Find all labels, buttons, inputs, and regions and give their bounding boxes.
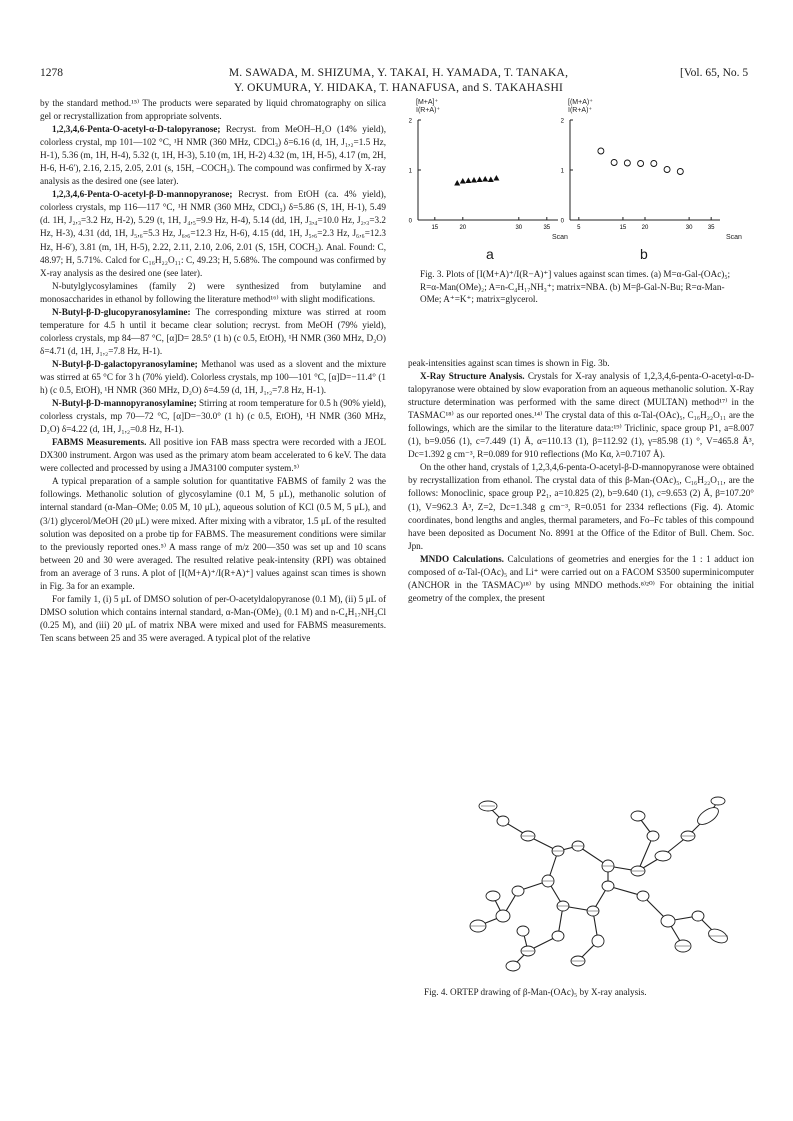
data-point xyxy=(611,160,617,166)
plot-a xyxy=(409,119,558,232)
x-tick-label: 5 xyxy=(577,225,581,231)
data-point xyxy=(477,177,483,183)
bond xyxy=(528,836,663,871)
paragraph xyxy=(40,397,386,436)
paragraph-heading: FABMS Measurements. xyxy=(52,437,147,448)
fig4-caption: Fig. 4. ORTEP drawing of β-Man-(OAc)₅ by X-ray analysis. xyxy=(424,987,647,997)
running-head-authors xyxy=(226,66,571,96)
paragraph xyxy=(40,188,386,279)
paragraph xyxy=(40,358,386,397)
panel-a-letter: a xyxy=(486,246,494,262)
paragraph xyxy=(40,593,386,645)
figure-4 xyxy=(408,776,754,1026)
x-title-a: Scan xyxy=(552,234,568,241)
paragraph-text: On the other hand, crystals of 1,2,3,4,6-penta-O-acetyl-β-D-mannopyranose were obtained by recrystallization from ethanol. The crystal data of this β-Man-(OAc)₅, C₁₆H₂₂O₁₁, are the follows: Monoclinic, space group P2₁, a=10.825 (2), b=9.640 (1), c=9.653 (2) Å, β=107.20° (1), V=962.3 Å³, Z=2, Dc=1.348 g cm⁻³, R=0.051 for 2334 reflections (Fig. 4). Atomic coordinates, bond lengths and angles, thermal parameters, and Fo–Fc tables of this compound have been deposited as Document No. 8991 at the Office of the Editor of Bull. Chem. Soc. Jpn. xyxy=(408,462,754,551)
paragraph-text: Recryst. from EtOH (ca. 4% yield), colorless crystals, mp 116—117 °C, ¹H NMR (360 MHz, CDCl₃) δ=5.86 (S, 1H, H-1), 5.49 (d. 1H, J₂,₃=3.2 Hz, H-2), 5.29 (t, 1H, J₄,₅=9.9 Hz, H-4), 5.14 (dd, 1H, J₃,₄=10.0 Hz, J₂,₃=3.2 Hz, H-3), 4.31 (dd, 1H, J₅,₆=5.3 Hz, J₆,₆=12.3 Hz, H-6), 4.15 (dd, 1H, J₅,₆=2.3 Hz, J₆,₆=12.3 Hz, H-6′), 3.81 (m, 1H, H-5), 2.22, 2.11, 2.10, 2.06, 2.01 (S, 15H, COCH₃). Anal. Found: C, 48.97; H, 5.71%. Calcd for C₁₆H₂₂O₁₁: C, 49.23; H, 5.68%. The compound was confirmed by X-ray analysis as the desired one (see later). xyxy=(40,189,386,278)
paragraph-heading: 1,2,3,4,6-Penta-O-acetyl-α-D-talopyranose; xyxy=(52,124,221,135)
data-point xyxy=(624,160,630,166)
data-point xyxy=(677,169,683,175)
atom xyxy=(592,935,604,947)
fig3-caption: Fig. 3. Plots of [I(M+A)⁺/I(R−A)⁺] values against scan times. (a) M=α-Gal-(OAc)₅; R=α-Man(OMe)₂; A=n-C₄H₁₇NH₃⁺; matrix=NBA. (b) M=β-Gal-N-Bu; R=α-Man-OMe; A⁺=K⁺; matrix=glycerol. xyxy=(420,269,731,304)
right-column xyxy=(408,357,754,605)
panel-a-ylabel-2: I(R+A)⁺ xyxy=(416,107,441,114)
paragraph-text: N-butylglycosylamines (family 2) were synthesized from butylamine and monosaccharides in ethanol by following the literature method¹⁶⁾ with slight modifications. xyxy=(40,280,386,304)
paragraph-heading: 1,2,3,4,6-Penta-O-acetyl-β-D-mannopyranose; xyxy=(52,189,233,200)
x-tick-label: 15 xyxy=(431,225,439,231)
data-point xyxy=(471,177,477,183)
y-tick-label: 1 xyxy=(408,168,412,175)
paragraph-text: Methanol was used as a slovent and the mixture was stirred at 65 °C for 3 h (70% yield). Colorless crystals, mp 100—101 °C, [α]D=−11.4° (1 h) (c 0.5, EtOH), ¹H NMR (360 MHz, D₂O) δ=4.59 (d, 1H, J₁,₂=7.8 Hz, H-1). xyxy=(40,358,386,396)
paragraph-heading: MNDO Calculations. xyxy=(420,553,504,564)
atom xyxy=(692,911,704,921)
figure-3 xyxy=(408,98,754,354)
y-tick-label: 0 xyxy=(560,218,564,225)
atom xyxy=(637,891,649,901)
data-point xyxy=(488,177,494,183)
paragraph xyxy=(408,553,754,605)
panel-b-ylabel-2: I(R+A)⁺ xyxy=(568,107,593,114)
paragraph-heading: N-Butyl-β-D-galactopyranosylamine; xyxy=(52,358,198,369)
atom xyxy=(512,886,524,896)
panel-b-ylabel-1: [(M+A)⁺ xyxy=(568,99,593,106)
authors-line-2: Y. OKUMURA, Y. HIDAKA, T. HANAFUSA, and S. TAKAHASHI xyxy=(233,82,564,94)
paragraph xyxy=(40,280,386,306)
x-tick-label: 35 xyxy=(707,225,715,231)
x-tick-label: 30 xyxy=(685,225,693,231)
atom xyxy=(661,915,675,927)
atom xyxy=(647,831,659,841)
paragraph xyxy=(40,475,386,592)
paragraph xyxy=(40,436,386,475)
atom xyxy=(496,910,510,922)
paragraph-text: Crystals for X-ray analysis of 1,2,3,4,6-penta-O-acetyl-α-D-talopyranose were obtained by slow evaporation from an aqueous methanolic solution. X-Ray structure determination was performed with the same direct (MULTAN) method¹⁷⁾ in the TASMAC¹⁸⁾ as our reported ones.¹⁴⁾ The crystal data of this α-Tal-(OAc)₅, C₁₆H₂₂O₁₁ are the followings, which are the similar to the literature data:¹⁹⁾ Triclinic, space group P1, a=8.007 (1), b=9.056 (1), c=7.449 (1) Å, α=110.13 (1), β=112.92 (1), γ=85.98 (1) °, V=465.8 Å³, Dc=1.392 g cm⁻³, R=0.089 for 910 reflections (Mo Kα, λ=0.7107 Å). xyxy=(408,371,755,460)
data-point xyxy=(638,161,644,167)
atom xyxy=(602,881,614,891)
paragraph xyxy=(408,370,754,461)
fig3-plots xyxy=(408,98,754,263)
atom xyxy=(631,811,645,821)
data-point xyxy=(651,161,657,167)
panel-b-letter: b xyxy=(640,246,648,262)
paragraph-heading: N-Butyl-β-D-mannopyranosylamine; xyxy=(52,398,197,409)
data-point xyxy=(482,176,488,182)
plot-b xyxy=(561,119,720,232)
x-title-b: Scan xyxy=(726,234,742,241)
paragraph-text: Recryst. from MeOH–H₂O (14% yield), colorless crystal, mp 101—102 °C, ¹H NMR (360 MHz, CDCl₃) δ=6.16 (d, 1H, J₁,₂=1.5 Hz, H-1), 5.36 (m, 1H, H-4), 5.32 (t, 1H, H-3), 5.10 (m, 1H, H-2) 4.32 (m, 1H, H-5), 4.17 (m, 2H, H-6, H-6′), 2.16, 2.15, 2.05, 2.01 (s, 15H, –COCH₃). The compound was confirmed by X-ray analysis as the desired one (see later). xyxy=(40,124,386,187)
atom xyxy=(695,804,722,828)
x-tick-label: 30 xyxy=(515,225,523,231)
paragraph-text: Calculations of geometries and energies for the 1 : 1 adduct ion composed of α-Tal-(OAc)₅ and Li⁺ were carried out on a FACOM S3500 superminicomputer (ANCHOR in the TASMAC)¹⁸⁾ by using MNDO methods.⁸⁾²⁰⁾ For obtaining the initial geometry of the complex, the present xyxy=(408,553,754,603)
authors-line-1: M. SAWADA, M. SHIZUMA, Y. TAKAI, H. YAMADA, T. TANAKA, xyxy=(228,67,569,79)
data-point xyxy=(493,175,499,181)
paragraph-text: Stirring at room temperature for 0.5 h (90% yield), colorless crystals, mp 70—72 °C, [α]D=−30.0° (1 h) (c 0.5, EtOH), ¹H NMR (360 MHz, D₂O) δ=4.22 (d, 1H, J₁,₂=0.8 Hz, H-1). xyxy=(40,398,386,435)
x-tick-label: 20 xyxy=(641,225,649,231)
paragraph-text: peak-intensities against scan times is shown in Fig. 3b. xyxy=(408,358,610,368)
paragraph xyxy=(40,306,386,358)
volume-label: [Vol. 65, No. 5 xyxy=(680,67,749,79)
data-point xyxy=(465,178,471,184)
paragraph-text: The corresponding mixture was stirred at room temperature for 4.5 h until it became clear solution; recryst. from MeOH (79% yield), colorless crystals, mp 84—87 °C, [α]D= 28.5° (1 h) (c 0.5, EtOH), ¹H NMR (360 MHz, D₂O) δ=4.71 (d, 1H, J₁,₂=7.8 Hz, H-1). xyxy=(40,306,386,356)
paragraph xyxy=(408,461,754,552)
atom xyxy=(506,961,520,971)
atom xyxy=(497,816,509,826)
paragraph-text: All positive ion FAB mass spectra were recorded with a JEOL DX300 instrument. Argon was used as the primary atom beam accelerated to 6 keV. The data were collected and processed by using a JMA3100 computer system.⁵⁾ xyxy=(40,437,386,474)
atom xyxy=(655,851,671,861)
page-number: 1278 xyxy=(40,67,63,79)
x-tick-label: 35 xyxy=(543,225,551,231)
data-point xyxy=(598,148,604,154)
data-point xyxy=(454,180,460,186)
left-column xyxy=(40,97,386,645)
paragraph xyxy=(408,357,754,370)
atom xyxy=(711,797,725,805)
y-tick-label: 1 xyxy=(560,168,564,175)
ortep-drawing xyxy=(408,776,754,981)
x-tick-label: 20 xyxy=(459,225,467,231)
paragraph-heading: X-Ray Structure Analysis. xyxy=(420,371,525,382)
paragraph-text: by the standard method.¹⁵⁾ The products were separated by liquid chromatography on silica gel or recrystallization from appropriate solvents. xyxy=(40,98,386,122)
y-tick-label: 0 xyxy=(408,218,412,225)
paragraph-text: For family 1, (i) 5 μL of DMSO solution of per-O-acetyldalopyranose (0.1 M), (ii) 5 μL of DMSO solution which contains internal standard, α-Man-(OMe)₂ (0.1 M) and n-C₄H₁₇NH₃Cl (0.25 M), and (iii) 20 μL of matrix NBA were mixed and used for FABMS measurements. Ten scans between 25 and 35 were averaged. A typical plot of the relative xyxy=(40,593,386,643)
data-point xyxy=(664,167,670,173)
atom xyxy=(517,926,529,936)
y-tick-label: 2 xyxy=(408,118,412,125)
y-tick-label: 2 xyxy=(560,118,564,125)
x-tick-label: 15 xyxy=(619,225,627,231)
paragraph xyxy=(40,97,386,123)
atom xyxy=(486,891,500,901)
panel-a-ylabel-1: [M+A]⁺ xyxy=(416,99,439,106)
atom xyxy=(552,931,564,941)
paragraph-heading: N-Butyl-β-D-glucopyranosylamine: xyxy=(52,306,191,317)
paragraph-text: A typical preparation of a sample solution for quantitative FABMS of family 2 was the followings. Methanolic solution of glycosylamine (0.1 M, 5 μL), methanolic solution of internal standard (α-Man–OMe; 0.05 M, 10 μL), aqueous solution of KCl (0.5 M, 5 μL), and (3/1) glycerol/MeOH (20 μL) were mixed. After mixing with a vibrator, 1.5 μL of the resulted solution was deposited on a probe tip for FABMS. The measurement conditions were similar to the previously reported ones.⁵⁾ A mass range of m/z 200—350 was set up and 10 scans between 20 and 30 were averaged. The resulted relative peak-intensity (RPI) was obtained from an average of 3 runs. A plot of [I(M+A)⁺/I(R+A)⁺] values against scan times is shown in Fig. 3a for an example. xyxy=(40,476,386,591)
data-point xyxy=(460,178,466,184)
paragraph xyxy=(40,123,386,188)
